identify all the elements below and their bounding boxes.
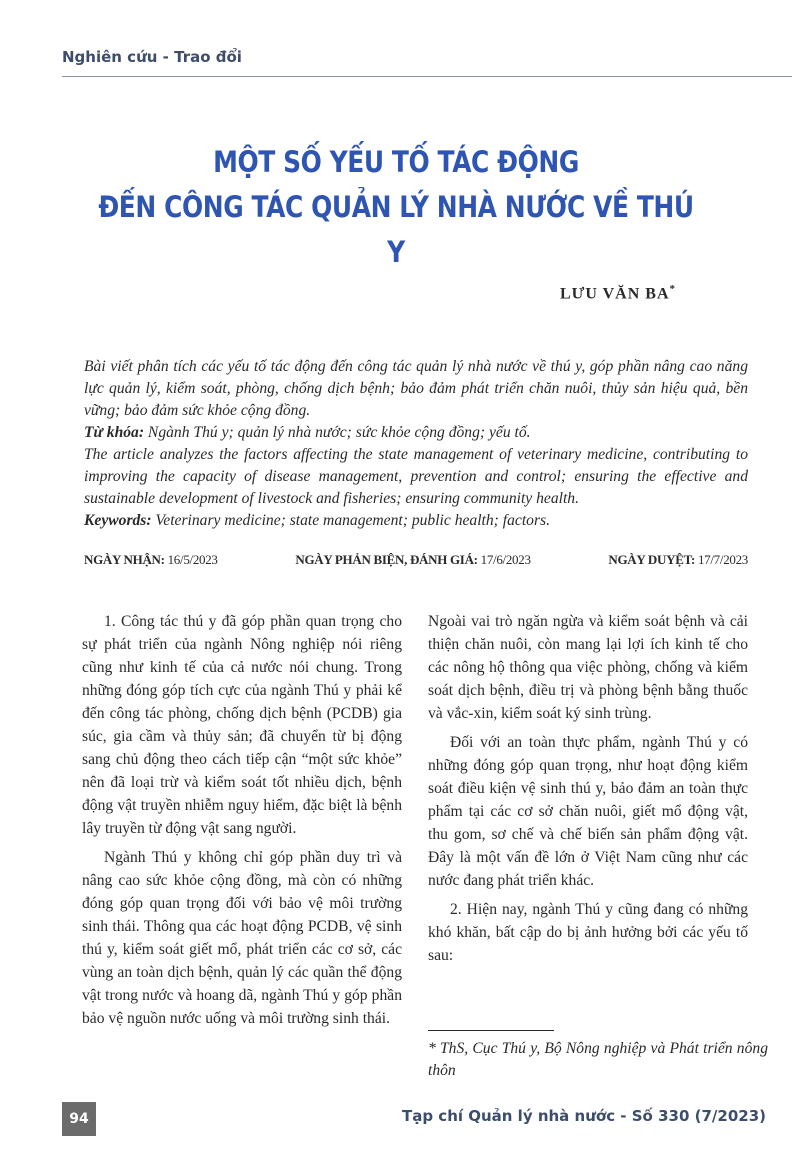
body-column-right <box>428 610 748 973</box>
date-received-label: NGÀY NHẬN: <box>84 552 165 567</box>
footnote-rule <box>428 1030 554 1031</box>
footnote: * ThS, Cục Thú y, Bộ Nông nghiệp và Phát triển nông thôn <box>428 1040 768 1079</box>
date-approved-value: 17/7/2023 <box>695 552 748 567</box>
date-received-value: 16/5/2023 <box>164 552 218 567</box>
keywords-vi-text: Ngành Thú y; quản lý nhà nước; sức khỏe cộng đồng; yếu tố. <box>144 424 531 441</box>
article-title <box>40 140 752 275</box>
title-line-1: MỘT SỐ YẾU TỐ TÁC ĐỘNG <box>213 145 579 179</box>
author-footnote-mark: * <box>669 283 676 295</box>
abstract <box>84 356 748 532</box>
date-reviewed-value: 17/6/2023 <box>477 552 531 567</box>
paragraph: Ngoài vai trò ngăn ngừa và kiểm soát bệnh và cải thiện chăn nuôi, còn mang lại lợi ích kinh tế cho các nông hộ thông qua việc phòng, chống và kiểm soát dịch bệnh, điều trị và phòng bệnh bằng thuốc và vắc-xin, kiểm soát ký sinh trùng. <box>428 613 748 722</box>
keywords-en-label: Keywords: <box>84 512 152 529</box>
title-line-2: ĐẾN CÔNG TÁC QUẢN LÝ NHÀ NƯỚC VỀ THÚ Y <box>98 190 694 269</box>
keywords-en-text: Veterinary medicine; state management; public health; factors. <box>151 512 550 529</box>
author <box>560 283 676 303</box>
paragraph: Đối với an toàn thực phẩm, ngành Thú y có những đóng góp quan trọng, như hoạt động kiểm soát điều kiện vệ sinh thú y, bảo đảm an toàn thực phẩm tại các cơ sở chăn nuôi, giết mổ động vật, thu gom, sơ chế và chế biến sản phẩm động vật. Đây là một vấn đề lớn ở Việt Nam cũng như các nước đang phát triển khác. <box>428 734 748 889</box>
abstract-en: The article analyzes the factors affecting the state management of veterinary medicine, contributing to improving the capacity of disease management, prevention and control; ensuring the effective and sustainable development of livestock and fisheries; ensuring community health. <box>84 446 748 507</box>
author-name: LƯU VĂN BA <box>559 285 670 303</box>
section-label: Nghiên cứu - Trao đổi <box>62 48 242 66</box>
journal-footer: Tạp chí Quản lý nhà nước - Số 330 (7/2023) <box>401 1107 766 1125</box>
date-reviewed-label: NGÀY PHẢN BIỆN, ĐÁNH GIÁ: <box>295 552 478 567</box>
paragraph: 1. Công tác thú y đã góp phần quan trọng cho sự phát triển của ngành Nông nghiệp nói riêng cũng như kinh tế của cả nước nói chung. Trong những đóng góp tích cực của ngành Thú y phải kể đến công tác phòng, chống dịch bệnh (PCDB) gia súc, gia cầm và thủy sản; đã chuyển từ bị động sang chủ động theo cách tiếp cận “một sức khỏe” nên đã loại trừ và kiểm soát tốt nhiều dịch, bệnh động vật truyền nhiễm nguy hiểm, đặc biệt là bệnh lây truyền từ động vật sang người. <box>82 613 402 837</box>
page-number: 94 <box>62 1102 96 1136</box>
date-reviewed <box>295 552 530 568</box>
date-received <box>84 552 218 568</box>
article-dates <box>84 552 748 568</box>
paragraph: 2. Hiện nay, ngành Thú y cũng đang có những khó khăn, bất cập do bị ảnh hưởng bởi các yếu tố sau: <box>428 901 748 964</box>
abstract-vi: Bài viết phân tích các yếu tố tác động đến công tác quản lý nhà nước về thú y, góp phần nâng cao năng lực quản lý, kiểm soát, phòng, chống dịch bệnh; bảo đảm phát triển chăn nuôi, thủy sản hiệu quả, bền vững; bảo đảm sức khỏe cộng đồng. <box>84 358 748 419</box>
header-rule <box>62 76 792 77</box>
keywords-vi-label: Từ khóa: <box>84 424 145 441</box>
body-column-left <box>82 610 402 1036</box>
date-approved-label: NGÀY DUYỆT: <box>608 552 696 567</box>
date-approved <box>608 552 748 568</box>
keywords-en <box>84 510 748 532</box>
keywords-vi <box>84 422 748 444</box>
paragraph: Ngành Thú y không chỉ góp phần duy trì và nâng cao sức khỏe cộng đồng, mà còn có những đóng góp quan trọng đối với bảo vệ môi trường sinh thái. Thông qua các hoạt động PCDB, vệ sinh thú y, kiểm soát giết mổ, phát triển các cơ sở, các vùng an toàn dịch bệnh, quản lý các quần thể động vật trong nước và hoang dã, ngành Thú y góp phần bảo vệ nguồn nước uống và môi trường sinh thái. <box>82 849 402 1027</box>
